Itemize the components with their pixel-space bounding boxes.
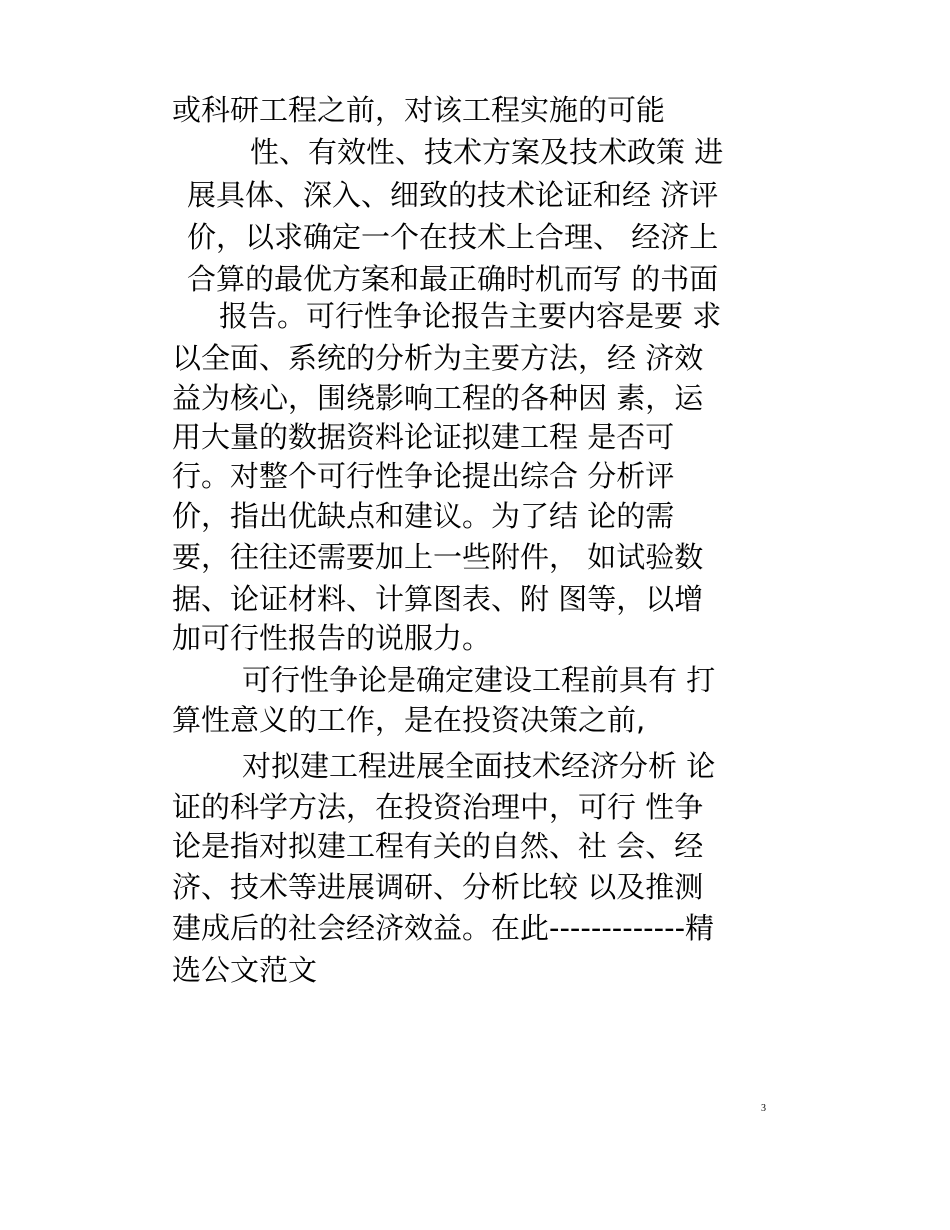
text-line: 可行性争论是确定建设工程前具有 打 [242,663,716,697]
text-line: 要，往往还需要加上一些附件， 如试验数 [172,540,704,574]
text-line: 或科研工程之前，对该工程实施的可能 [172,93,666,127]
text-line: 价，以求确定一个在技术上合理、 经济上 [187,220,719,254]
text-line: 行。对整个可行性争论提出综合 分析评 [172,459,675,493]
text-line: 建成后的社会经济效益。在此-------------精 [172,911,715,945]
text-line: 报告。可行性争论报告主要内容是要 求 [219,299,722,333]
text-line: 益为核心，围绕影响工程的各种因 素，运 [172,381,704,415]
text-line: 对拟建工程进展全面技术经济分析 论 [242,749,716,783]
text-line: 价，指出优缺点和建议。为了结 论的需 [172,499,675,533]
text-line: 论是指对拟建工程有关的自然、社 会、经 [172,829,704,863]
text-line: 用大量的数据资料论证拟建工程 是否可 [172,420,675,454]
text-line: 证的科学方法，在投资治理中，可行 性争 [172,790,704,824]
text-line: 性、有效性、技术方案及技术政策 进 [250,135,724,169]
text-line: 算性意义的工作，是在投资决策之前, [172,703,646,737]
text-line: 加可行性报告的说服力。 [172,621,492,655]
text-line: 据、论证材料、计算图表、附 图等，以增 [172,582,704,616]
page-number: 3 [761,1103,766,1114]
text-line: 合算的最优方案和最正确时机而写 的书面 [187,262,719,296]
text-line: 展具体、深入、细致的技术论证和经 济评 [187,178,719,212]
text-line: 以全面、系统的分析为主要方法，经 济效 [172,341,704,375]
text-line: 济、技术等进展调研、分析比较 以及推测 [172,870,704,904]
text-line: 选公文范文 [172,953,318,987]
